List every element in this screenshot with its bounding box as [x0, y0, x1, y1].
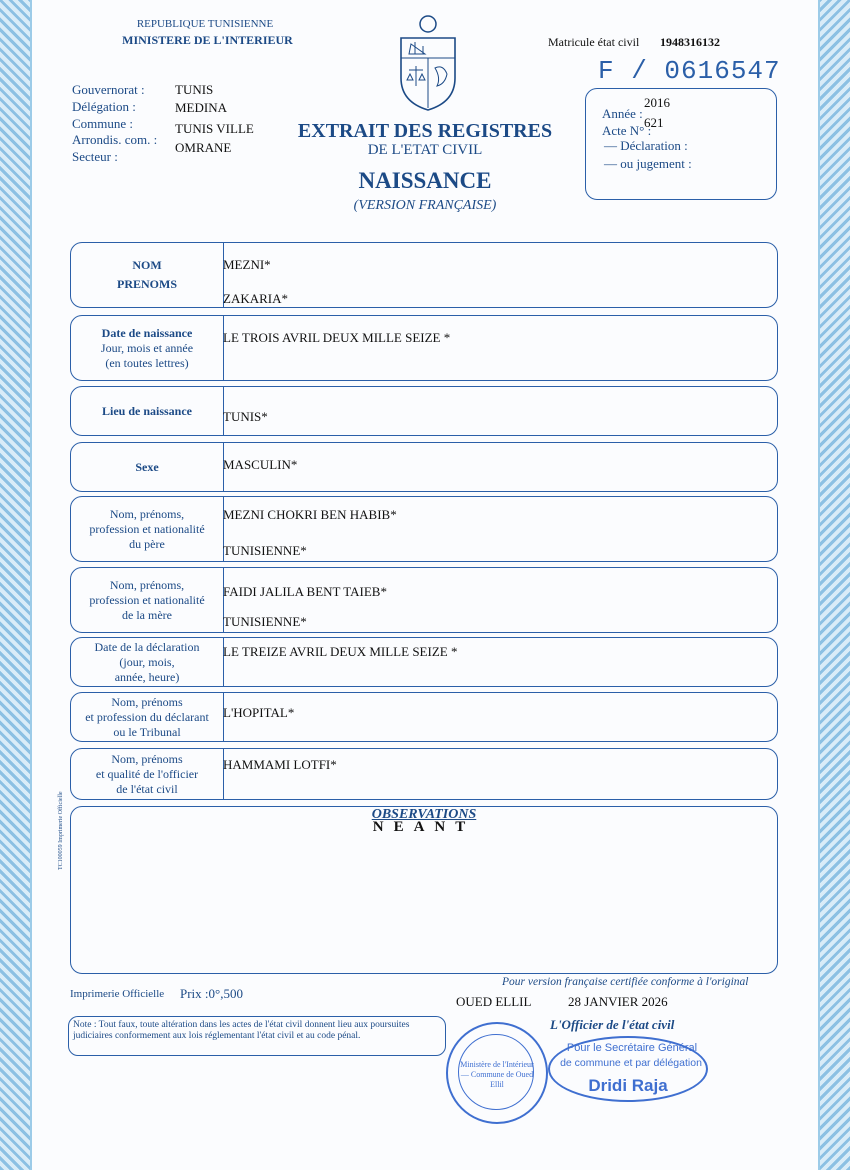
- row-sexe: [70, 442, 778, 492]
- nom-label: NOM: [132, 258, 162, 272]
- declaration-label: — Déclaration :: [604, 138, 688, 153]
- declarant-label: [71, 693, 224, 741]
- mere-label-line3: de la mère: [122, 607, 172, 622]
- prix-label: Prix :0°,500: [180, 986, 243, 1001]
- row-date-naissance: [70, 315, 778, 381]
- date-declaration-label: [71, 638, 224, 686]
- declarant-value: L'HOPITAL*: [223, 705, 295, 720]
- nom-value: MEZNI*: [223, 257, 271, 272]
- printer-reference: TC100059 Imprimerie Officielle: [58, 791, 64, 870]
- signature-line1: Pour le Secrétaire Général: [566, 1042, 698, 1054]
- row-mere: [70, 567, 778, 633]
- official-seal-icon: [446, 1022, 548, 1124]
- delegation-value: MEDINA: [175, 100, 227, 115]
- document-subtitle: DE L'ETAT CIVIL: [367, 142, 483, 158]
- pere-label-line1: Nom, prénoms,: [109, 506, 185, 521]
- annee-label: Année :: [602, 106, 643, 121]
- date-naissance-value: LE TROIS AVRIL DEUX MILLE SEIZE *: [223, 330, 451, 345]
- secteur-label: Secteur :: [72, 149, 118, 164]
- imprimerie-label: Imprimerie Officielle: [70, 988, 165, 1000]
- mere-nationalite-value: TUNISIENNE*: [223, 614, 307, 629]
- mere-nom-value: FAIDI JALILA BENT TAIEB*: [223, 584, 387, 599]
- seal-text: Ministère de l'Intérieur — Commune de Oued Ellil: [460, 1060, 534, 1089]
- delegation-label: Délégation :: [72, 99, 136, 114]
- prenoms-value: ZAKARIA*: [223, 291, 288, 306]
- arrondissement-value: OMRANE: [175, 140, 232, 155]
- document-title: EXTRAIT DES REGISTRES: [297, 120, 553, 142]
- date-naissance-label-line3: (en toutes lettres): [105, 355, 189, 370]
- prenoms-label: PRENOMS: [117, 277, 177, 291]
- serial-number: F / 0616547: [598, 56, 781, 86]
- sexe-value: MASCULIN*: [223, 457, 298, 472]
- row-pere: [70, 496, 778, 562]
- certified-text: Pour version française certifiée conforme à l'original: [502, 976, 749, 988]
- row-nom-prenoms: [70, 242, 778, 308]
- declarant-label-line1: Nom, prénoms: [111, 694, 183, 709]
- date-declaration-value: LE TREIZE AVRIL DEUX MILLE SEIZE *: [223, 644, 458, 659]
- observations-title: OBSERVATIONS: [371, 807, 477, 822]
- mere-label: [71, 568, 224, 632]
- officier-label: [71, 749, 224, 799]
- signature-stamp: [548, 1036, 708, 1102]
- pere-label: [71, 497, 224, 561]
- version-label: (VERSION FRANÇAISE): [353, 198, 497, 213]
- officier-label-line1: Nom, prénoms: [111, 751, 183, 766]
- officier-value: HAMMAMI LOTFI*: [223, 757, 337, 772]
- gouvernorat-label: Gouvernorat :: [72, 82, 145, 97]
- declarant-label-line2: et profession du déclarant: [85, 709, 209, 724]
- matricule-value: 1948316132: [660, 35, 720, 49]
- mere-label-line1: Nom, prénoms,: [109, 577, 185, 592]
- pere-label-line3: du père: [129, 536, 165, 551]
- lieu-naissance-value: TUNIS*: [223, 409, 268, 424]
- lieu-naissance-label: Lieu de naissance: [71, 387, 224, 435]
- acte-label: Acte N° :: [602, 123, 652, 138]
- date-naissance-label-line1: Date de naissance: [101, 325, 193, 340]
- arrondissement-label: Arrondis. com. :: [72, 132, 158, 147]
- row-declarant: [70, 692, 778, 742]
- pere-label-line2: profession et nationalité: [89, 521, 205, 536]
- signature-name: Dridi Raja: [588, 1076, 668, 1095]
- pere-nationalite-value: TUNISIENNE*: [223, 543, 307, 558]
- date-declaration-label-line1: Date de la déclaration: [94, 639, 200, 654]
- mere-label-line2: profession et nationalité: [89, 592, 205, 607]
- pere-nom-value: MEZNI CHOKRI BEN HABIB*: [223, 507, 397, 522]
- sexe-label: Sexe: [71, 443, 224, 491]
- annee-value: 2016: [644, 95, 670, 110]
- issue-place: OUED ELLIL: [456, 994, 532, 1009]
- document-type: NAISSANCE: [358, 168, 492, 193]
- date-declaration-label-line3: année, heure): [114, 669, 180, 684]
- republic-heading: REPUBLIQUE TUNISIENNE: [136, 18, 274, 30]
- jugement-label: — ou jugement :: [604, 156, 692, 171]
- observations-value: NEANT: [372, 819, 476, 835]
- date-declaration-label-line2: (jour, mois,: [119, 654, 175, 669]
- commune-value: TUNIS VILLE: [175, 121, 254, 136]
- date-naissance-label: [71, 316, 224, 380]
- date-naissance-label-line2: Jour, mois et année: [100, 340, 194, 355]
- officer-title: L'Officier de l'état civil: [550, 1017, 675, 1032]
- issue-date: 28 JANVIER 2026: [568, 994, 668, 1009]
- officier-label-line3: de l'état civil: [116, 781, 178, 796]
- acte-value: 621: [644, 115, 664, 130]
- commune-label: Commune :: [72, 116, 134, 131]
- nom-prenoms-label: [71, 243, 224, 307]
- officier-label-line2: et qualité de l'officier: [95, 766, 199, 781]
- legal-note: Note : Tout faux, toute altération dans les actes de l'état civil donnent lieu aux poursuites judiciaires conformement aux lois réglementant l'état civil et au code pénal.: [68, 1016, 446, 1056]
- gouvernorat-value: TUNIS: [175, 82, 214, 97]
- observations-box: [70, 806, 778, 974]
- ministry-heading: MINISTERE DE L'INTERIEUR: [122, 33, 293, 47]
- row-officier: [70, 748, 778, 800]
- declarant-label-line3: ou le Tribunal: [113, 724, 181, 739]
- matricule-label: Matricule état civil: [548, 35, 640, 49]
- coat-of-arms-icon: [395, 12, 461, 112]
- row-date-declaration: [70, 637, 778, 687]
- row-lieu-naissance: [70, 386, 778, 436]
- registry-box: [585, 88, 777, 200]
- signature-line2: de commune et par délégation: [560, 1057, 702, 1069]
